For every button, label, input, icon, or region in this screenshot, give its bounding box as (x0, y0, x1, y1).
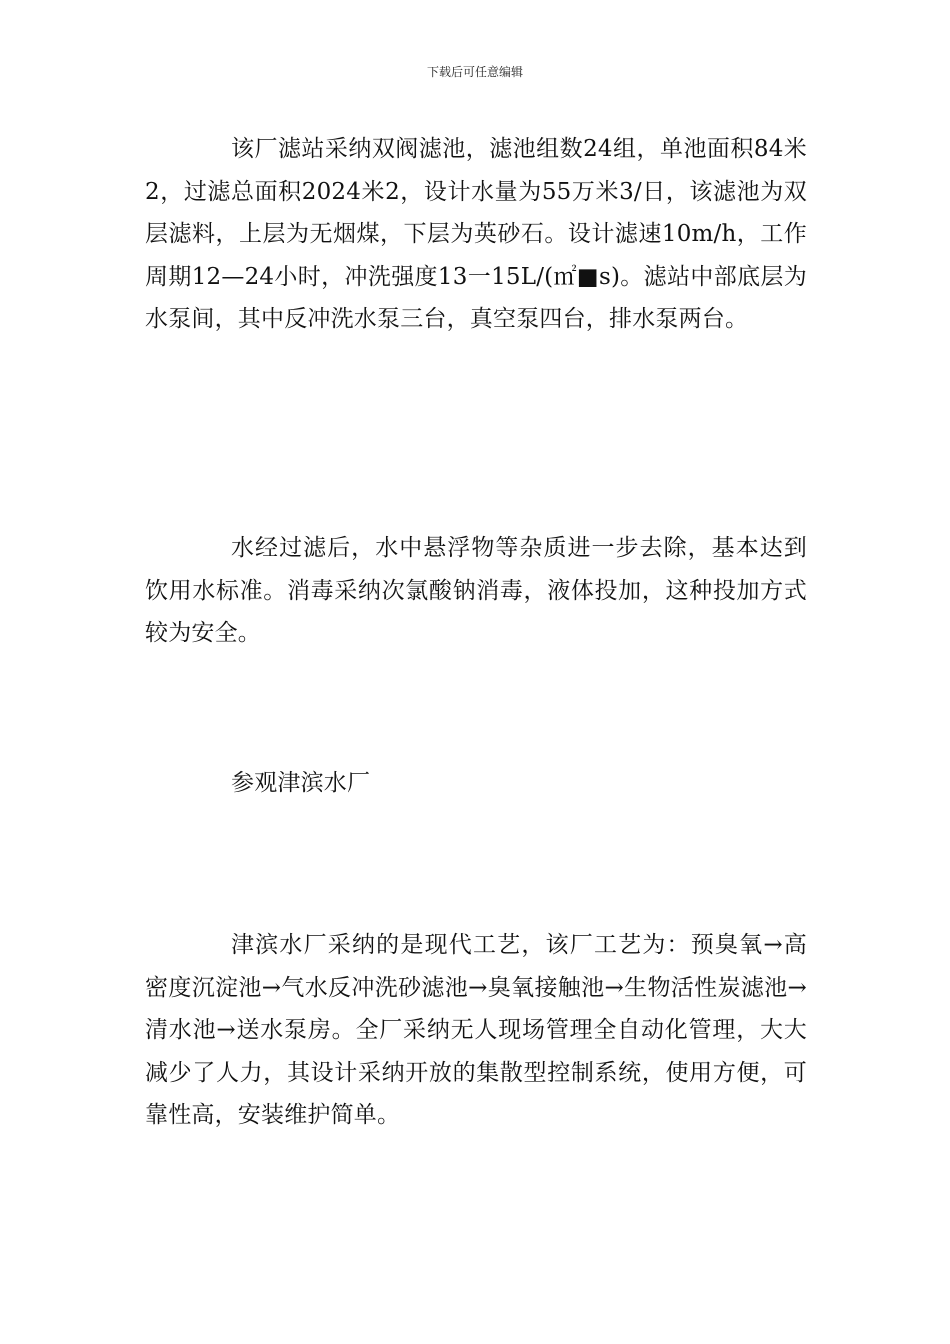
header-note: 下载后可任意编辑 (426, 65, 523, 79)
paragraph-disinfection: 水经过滤后，水中悬浮物等杂质进一步去除，基本达到饮用水标准。消毒采纳次氯酸钠消毒，液体投加，这种投加方式较为安全。 (145, 535, 807, 646)
paragraph-filter-station: 该厂滤站采纳双阀滤池，滤池组数24组，单池面积84米2，过滤总面积2024米2，设计水量为55万米3/日，该滤池为双层滤料，上层为无烟煤，下层为英砂石。设计滤速10m/h，工作周期12—24小时，冲洗强度13一15L/(㎡■s)。滤站中部底层为水泵间，其中反冲洗水泵三台，真空泵四台，排水泵两台。 (145, 136, 807, 332)
section-heading-jinbin-plant: 参观津滨水厂 (231, 770, 371, 796)
paragraph-jinbin-process: 津滨水厂采纳的是现代工艺，该厂工艺为：预臭氧→高密度沉淀池→气水反冲洗砂滤池→臭氧接触池→生物活性炭滤池→清水池→送水泵房。全厂采纳无人现场管理全自动化管理，大大减少了人力，其设计采纳开放的集散型控制系统，使用方便，可靠性高，安装维护简单。 (145, 932, 807, 1128)
